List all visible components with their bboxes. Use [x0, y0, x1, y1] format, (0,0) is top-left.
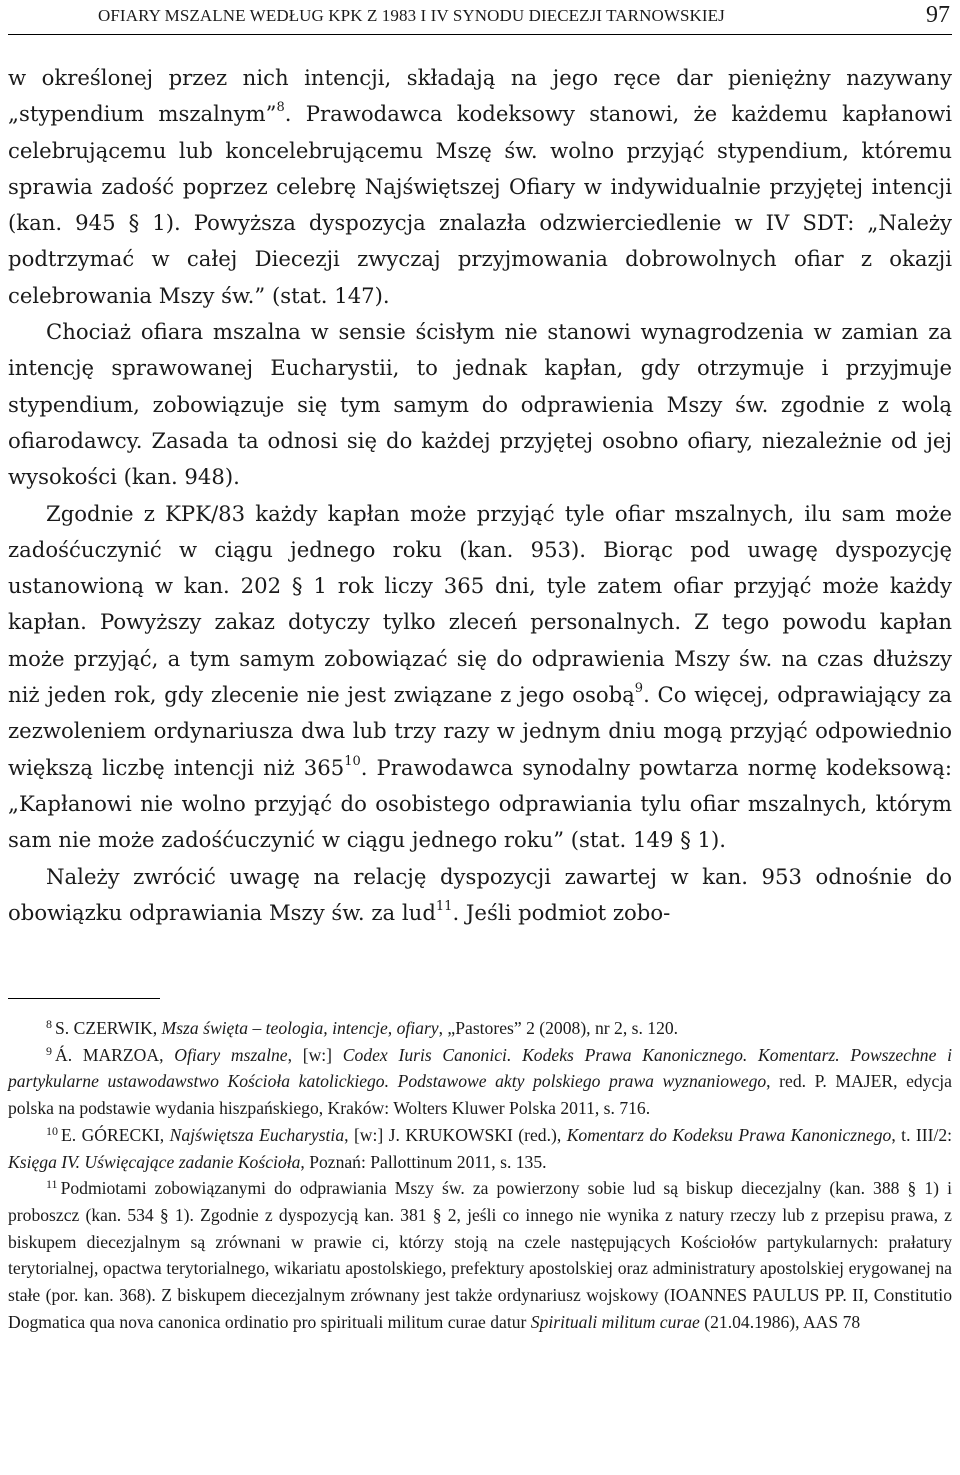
paragraph-3: [8, 496, 952, 859]
footnote-number: 11: [46, 1177, 58, 1192]
paragraph-3-text-c: . Prawodawca synodalny powtarza normę kodeksową: „Kapłanowi nie wolno przyjąć do osobistego odprawiania tylu ofiar mszalnych, którym sam nie może zadośćuczynić w ciągu jednego roku” (stat. 149 § 1).: [8, 754, 953, 853]
footnote-number: 9: [46, 1043, 52, 1058]
footnote-number: 8: [46, 1017, 52, 1031]
footnote-ref-9: 9: [634, 680, 644, 696]
footnote-ref-8: 8: [276, 100, 285, 116]
paragraph-1-text-b: . Prawodawca kodeksowy stanowi, że każdemu kapłanowi celebrującemu lub koncelebrującemu Mszę św. wolno przyjąć stypendium, któremu sprawia zadość poprzez celebrę Najświętszej Ofiary w indywidualnie przyjętej intencji (kan. 945 § 1). Powyższa dyspozycja znalazła odzwierciedlenie w IV SDT: „Należy podtrzymać w całej Diecezji zwyczaj przyjmowania dobrowolnych ofiar z okazji celebrowania Mszy św.” (stat. 147).: [8, 101, 952, 308]
footnote-rest: , „Pastores” 2 (2008), nr 2, s. 120.: [438, 1018, 679, 1038]
paragraph-3-text-a: Zgodnie z KPK/83 każdy kapłan może przyjąć tyle ofiar mszalnych, ilu sam może zadośćuczynić w ciągu jednego roku (kan. 953). Biorąc pod uwagę dyspozycję ustanowioną w kan. 202 § 1 rok liczy 365 dni, tyle zatem ofiar przyjąć może każdy kapłan. Powyższy zakaz dotyczy tylko zleceń personalnych. Z tego powodu kapłan może przyjąć, a tym samym zobowiązać się do odprawienia Mszy św. na czas dłuższy niż jeden rok, gdy zlecenie nie jest związane z jego osobą: [8, 500, 952, 708]
footnote-separator: [8, 998, 160, 999]
paragraph-1-text-a: w określonej przez nich intencji, składają na jego ręce dar pieniężny nazywany „stypendium mszalnym”: [8, 65, 952, 127]
footnote-book: Codex Iuris Canonici. Kodeks Prawa Kanonicznego. Komentarz. Powszechne i partykularne ustawodawstwo Kościoła katolickiego. Podstawowe akty polskiego prawa wyznaniowego: [8, 1044, 953, 1092]
footnote-author: S. CZERWIK: [55, 1018, 153, 1038]
footnote-ref-10: 10: [344, 753, 361, 769]
footnote-ref-11: 11: [435, 898, 453, 914]
footnote-name: IOANNES PAULUS: [669, 1285, 820, 1306]
footnote-mid: , t. III/2:: [891, 1124, 953, 1145]
footnote-rest: , edycja polska na podstawie wydania hiszpańskiego, Kraków: Wolters Kluwer Polska 2011, s. 716.: [8, 1071, 952, 1119]
footnote-title: Najświętsza Eucharystia: [169, 1124, 345, 1145]
footnote-11: [8, 1175, 952, 1335]
paragraph-3-text-b: . Co więcej, odprawiający za zezwoleniem ordynariusza dwa lub trzy razy w jednym dniu mogą przyjąć odpowiednio większą liczbę intencji niż 365: [8, 682, 952, 780]
footnote-ed: , red. P.: [766, 1071, 836, 1092]
page-number: 97: [926, 2, 950, 28]
footnote-author: Á. MARZOA: [55, 1044, 160, 1065]
main-text: [8, 60, 952, 931]
footnote-8: $^8$ S. CZERWIK, Msza święta – teologia, intencje, ofiary, „Pastores” 2 (2008), nr 2, s. 120.: [46, 1017, 679, 1038]
footnote-title: Ofiary mszalne: [174, 1044, 288, 1065]
running-header: [8, 0, 952, 35]
footnote-title: Msza święta – teologia, intencje, ofiary: [161, 1018, 439, 1038]
paragraph-4-text-a: Należy zwrócić uwagę na relację dyspozycji zawartej w kan. 953 odnośnie do obowiązku odprawiania Mszy św. za lud: [8, 863, 952, 925]
footnote-part: Księga IV. Uświęcające zadanie Kościoła: [8, 1151, 301, 1172]
footnote-editor: KRUKOWSKI: [405, 1124, 513, 1145]
paragraph-2: Chociaż ofiara mszalna w sensie ścisłym nie stanowi wynagrodzenia w zamian za intencję sprawowanej Eucharystii, to jednak kapłan, gdy otrzymuje i przyjmuje stypendium, zobowiązuje się tym samym do odprawienia Mszy św. zgodnie z wolą ofiarodawcy. Zasada ta odnosi się do każdej przyjętej osobno ofiary, niezależnie od jej wysokości (kan. 948).: [8, 319, 952, 490]
footnote-text-a: Podmiotami zobowiązanymi do odprawiania Mszy św. za powierzony sobie lud są biskup diecezjalny (kan. 388 § 1) i proboszcz (kan. 534 § 1). Zgodnie z dyspozycją kan. 381 § 2, jeśli co innego nie wynika z natury rzeczy lub z przepisu prawa, z biskupem diecezjalnym są zrównani w prawie ci, którzy stoją na czele następujących Kościołów partykularnych: prałatury terytorialnej, opactwa terytorialnego, wikariatu apostolskiego, prefektury apostolskiej oraz administratury apostolskiej erygowanej na stałe (por. kan. 368). Z biskupem diecezjalnym zrównany jest także ordynariusz wojskowy (: [8, 1178, 952, 1306]
footnote-author: E. GÓRECKI: [61, 1124, 160, 1145]
footnote-editor: MAJER: [835, 1071, 894, 1092]
footnote-10: $^{10}$ E. GÓRECKI, Najświętsza Eucharystia, [w:] J. KRUKOWSKI (red.), Komentarz do Kodeksu Prawa Kanonicznego, t. III/2: Księga IV. Uświęcające zadanie Kościoła, Poznań: Pallottinum 2011, s. 135.: [8, 1123, 953, 1172]
footnote-9: $^9$ Á. MARZOA, Ofiary mszalne, [w:] Codex Iuris Canonici. Kodeks Prawa Kanonicznego. Komentarz. Powszechne i partykularne ustawodawstwo Kościoła katolickiego. Podstawowe akty polskiego prawa wyznaniowego, red. P. MAJER, edycja polska na podstawie wydania hiszpańskiego, Kraków: Wolters Kluwer Polska 2011, s. 716.: [8, 1043, 953, 1119]
footnote-rest: , Poznań: Pallottinum 2011, s. 135.: [300, 1151, 547, 1172]
footnotes: [8, 1015, 952, 1335]
paragraph-1: [8, 60, 952, 314]
running-title: OFIARY MSZALNE WEDŁUG KPK Z 1983 I IV SYNODU DIECEZJI TARNOWSKIEJ: [98, 6, 725, 25]
footnote-number: 10: [46, 1123, 58, 1138]
paragraph-4-text-b: . Jeśli podmiot zobo-: [452, 899, 671, 925]
footnote-title: Spirituali militum curae: [530, 1311, 700, 1332]
footnote-in: , [w:] J.: [344, 1124, 406, 1145]
footnote-text-b: PP. II, Constitutio Dogmatica qua nova canonica ordinatio pro spirituali militum curae datur: [8, 1285, 952, 1332]
footnote-book: Komentarz do Kodeksu Prawa Kanonicznego: [566, 1124, 892, 1145]
footnote-text-c: (21.04.1986), AAS 78: [699, 1311, 861, 1332]
paragraph-4: [8, 859, 952, 932]
footnote-in: , [w:]: [287, 1044, 343, 1065]
footnote-ed: (red.),: [512, 1124, 567, 1145]
